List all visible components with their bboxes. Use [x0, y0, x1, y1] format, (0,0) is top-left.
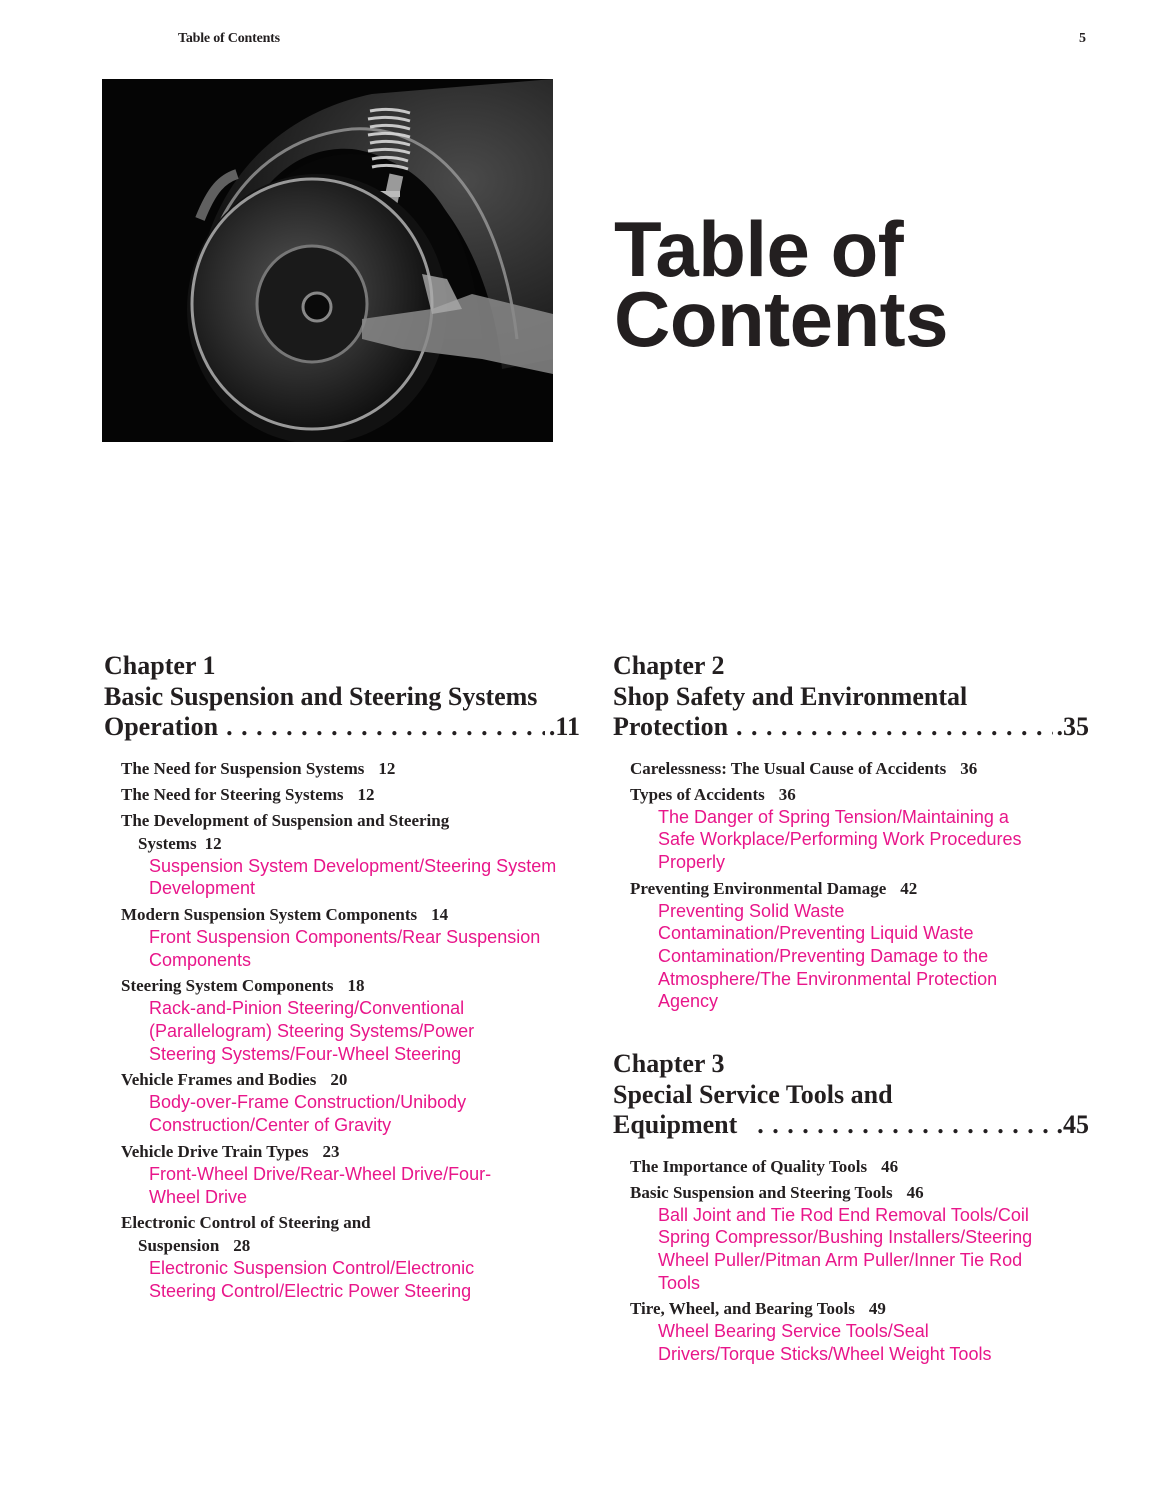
section-title: Vehicle Drive Train Types: [121, 1141, 309, 1161]
suspension-photo: [102, 79, 553, 442]
section-page: 14: [431, 904, 449, 924]
section-page: 18: [347, 976, 365, 996]
section-entry[interactable]: [613, 1155, 1089, 1178]
section-title: Tire, Wheel, and Bearing Tools: [630, 1299, 855, 1319]
section-title-cont: Systems: [138, 833, 197, 853]
section-title: The Development of Suspension and Steering: [121, 810, 450, 830]
section-page: 42: [900, 878, 918, 898]
section-title: Vehicle Frames and Bodies: [121, 1070, 317, 1090]
section-page: 46: [881, 1156, 899, 1176]
chapter-title-last: Operation: [104, 712, 219, 741]
section-entry[interactable]: [104, 1140, 580, 1208]
section-entry[interactable]: [613, 877, 1089, 1014]
section-list: [613, 757, 1089, 1014]
chapter-title: Basic Suspension and Steering Systems: [104, 681, 538, 711]
section-entry[interactable]: [613, 783, 1089, 874]
section-title: Basic Suspension and Steering Tools: [630, 1182, 893, 1202]
section-title: The Importance of Quality Tools: [630, 1156, 868, 1176]
section-entry[interactable]: [104, 974, 580, 1065]
section-entry[interactable]: [104, 903, 580, 971]
section-entry[interactable]: [104, 809, 580, 900]
section-list: [613, 1155, 1089, 1366]
section-title: Steering System Components: [121, 976, 334, 996]
section-page: 49: [868, 1299, 886, 1319]
section-entry[interactable]: [104, 783, 580, 806]
chapter-title-last: Protection: [613, 712, 729, 741]
section-title: The Need for Steering Systems: [121, 784, 344, 804]
chapter-label: Chapter 3: [613, 1049, 725, 1079]
dot-leader: [226, 712, 545, 743]
section-page: 28: [233, 1236, 251, 1256]
section-entry[interactable]: [104, 1211, 580, 1302]
section-subtopics: Body-over-Frame Construction/Unibody Construction/Center of Gravity: [149, 1092, 467, 1136]
dot-leader: [736, 712, 1052, 743]
section-subtopics: Front Suspension Components/Rear Suspension Components: [149, 926, 541, 970]
chapter-3: [613, 1049, 1089, 1366]
chapter-2: [613, 651, 1089, 1013]
chapter-label: Chapter 2: [613, 651, 725, 680]
section-title: Modern Suspension System Components: [121, 904, 418, 924]
section-subtopics: Electronic Suspension Control/Electronic Steering Control/Electric Power Steering: [149, 1258, 475, 1301]
running-head-title: Table of Contents: [178, 31, 280, 46]
chapter-title-entry[interactable]: [613, 1110, 1089, 1141]
section-subtopics: Preventing Solid Waste Contamination/Preventing Liquid Waste Contamination/Preventing Damage to the Atmosphere/The Environmental Protection Agency: [658, 900, 998, 1012]
section-title: Preventing Environmental Damage: [630, 878, 887, 898]
section-entry[interactable]: [613, 1297, 1089, 1365]
toc-column-right: [613, 651, 1089, 1380]
section-subtopics: Rack-and-Pinion Steering/Conventional (Parallelogram) Steering Systems/Power Steering Systems/Four-Wheel Steering: [149, 998, 475, 1064]
toc-column-left: [104, 651, 580, 1317]
page-number: 5: [1079, 31, 1086, 46]
chapter-page: .11: [548, 712, 580, 741]
chapter-1: [104, 651, 580, 1303]
section-subtopics: Wheel Bearing Service Tools/Seal Drivers/Torque Sticks/Wheel Weight Tools: [658, 1321, 992, 1365]
chapter-title-entry[interactable]: [613, 712, 1089, 743]
section-subtopics: The Danger of Spring Tension/Maintaining a Safe Workplace/Performing Work Procedures Properly: [658, 806, 1022, 872]
chapter-page: .35: [1056, 712, 1089, 741]
section-title: The Need for Suspension Systems: [121, 758, 365, 778]
section-title-cont: Suspension: [138, 1236, 220, 1256]
section-entry[interactable]: [613, 1181, 1089, 1295]
dot-leader: [757, 1110, 1052, 1141]
section-page: 36: [960, 758, 978, 778]
section-page: 12: [378, 758, 396, 778]
section-entry[interactable]: [104, 757, 580, 780]
page-title-line1: Table of: [614, 205, 904, 293]
section-subtopics: Suspension System Development/Steering System Development: [149, 855, 557, 899]
section-list: [104, 757, 580, 1303]
section-page: 12: [357, 784, 375, 804]
chapter-title: Shop Safety and Environmental: [613, 681, 968, 711]
section-entry[interactable]: [104, 1068, 580, 1136]
page-title: [614, 205, 948, 363]
chapter-title-entry[interactable]: [104, 712, 580, 743]
section-title: Carelessness: The Usual Cause of Accidents: [630, 758, 947, 778]
section-title: Electronic Control of Steering and: [121, 1213, 371, 1233]
chapter-title-last: Equipment: [613, 1110, 738, 1140]
section-page: 23: [322, 1141, 340, 1161]
section-title: Types of Accidents: [630, 784, 765, 804]
section-subtopics: Ball Joint and Tie Rod End Removal Tools/Coil Spring Compressor/Bushing Installers/Steering Wheel Puller/Pitman Arm Puller/Inner Tie Rod Tools: [658, 1204, 1033, 1293]
section-subtopics: Front-Wheel Drive/Rear-Wheel Drive/Four-Wheel Drive: [149, 1163, 492, 1207]
section-page: 46: [906, 1182, 924, 1202]
chapter-page: .45: [1056, 1110, 1089, 1140]
page-title-line2: Contents: [614, 275, 948, 363]
section-page: 20: [330, 1070, 348, 1090]
running-head: [178, 31, 1086, 51]
section-page: 12: [204, 833, 222, 853]
chapter-title: Special Service Tools and: [613, 1079, 893, 1109]
section-entry[interactable]: [613, 757, 1089, 780]
chapter-label: Chapter 1: [104, 651, 216, 680]
section-page: 36: [778, 784, 796, 804]
